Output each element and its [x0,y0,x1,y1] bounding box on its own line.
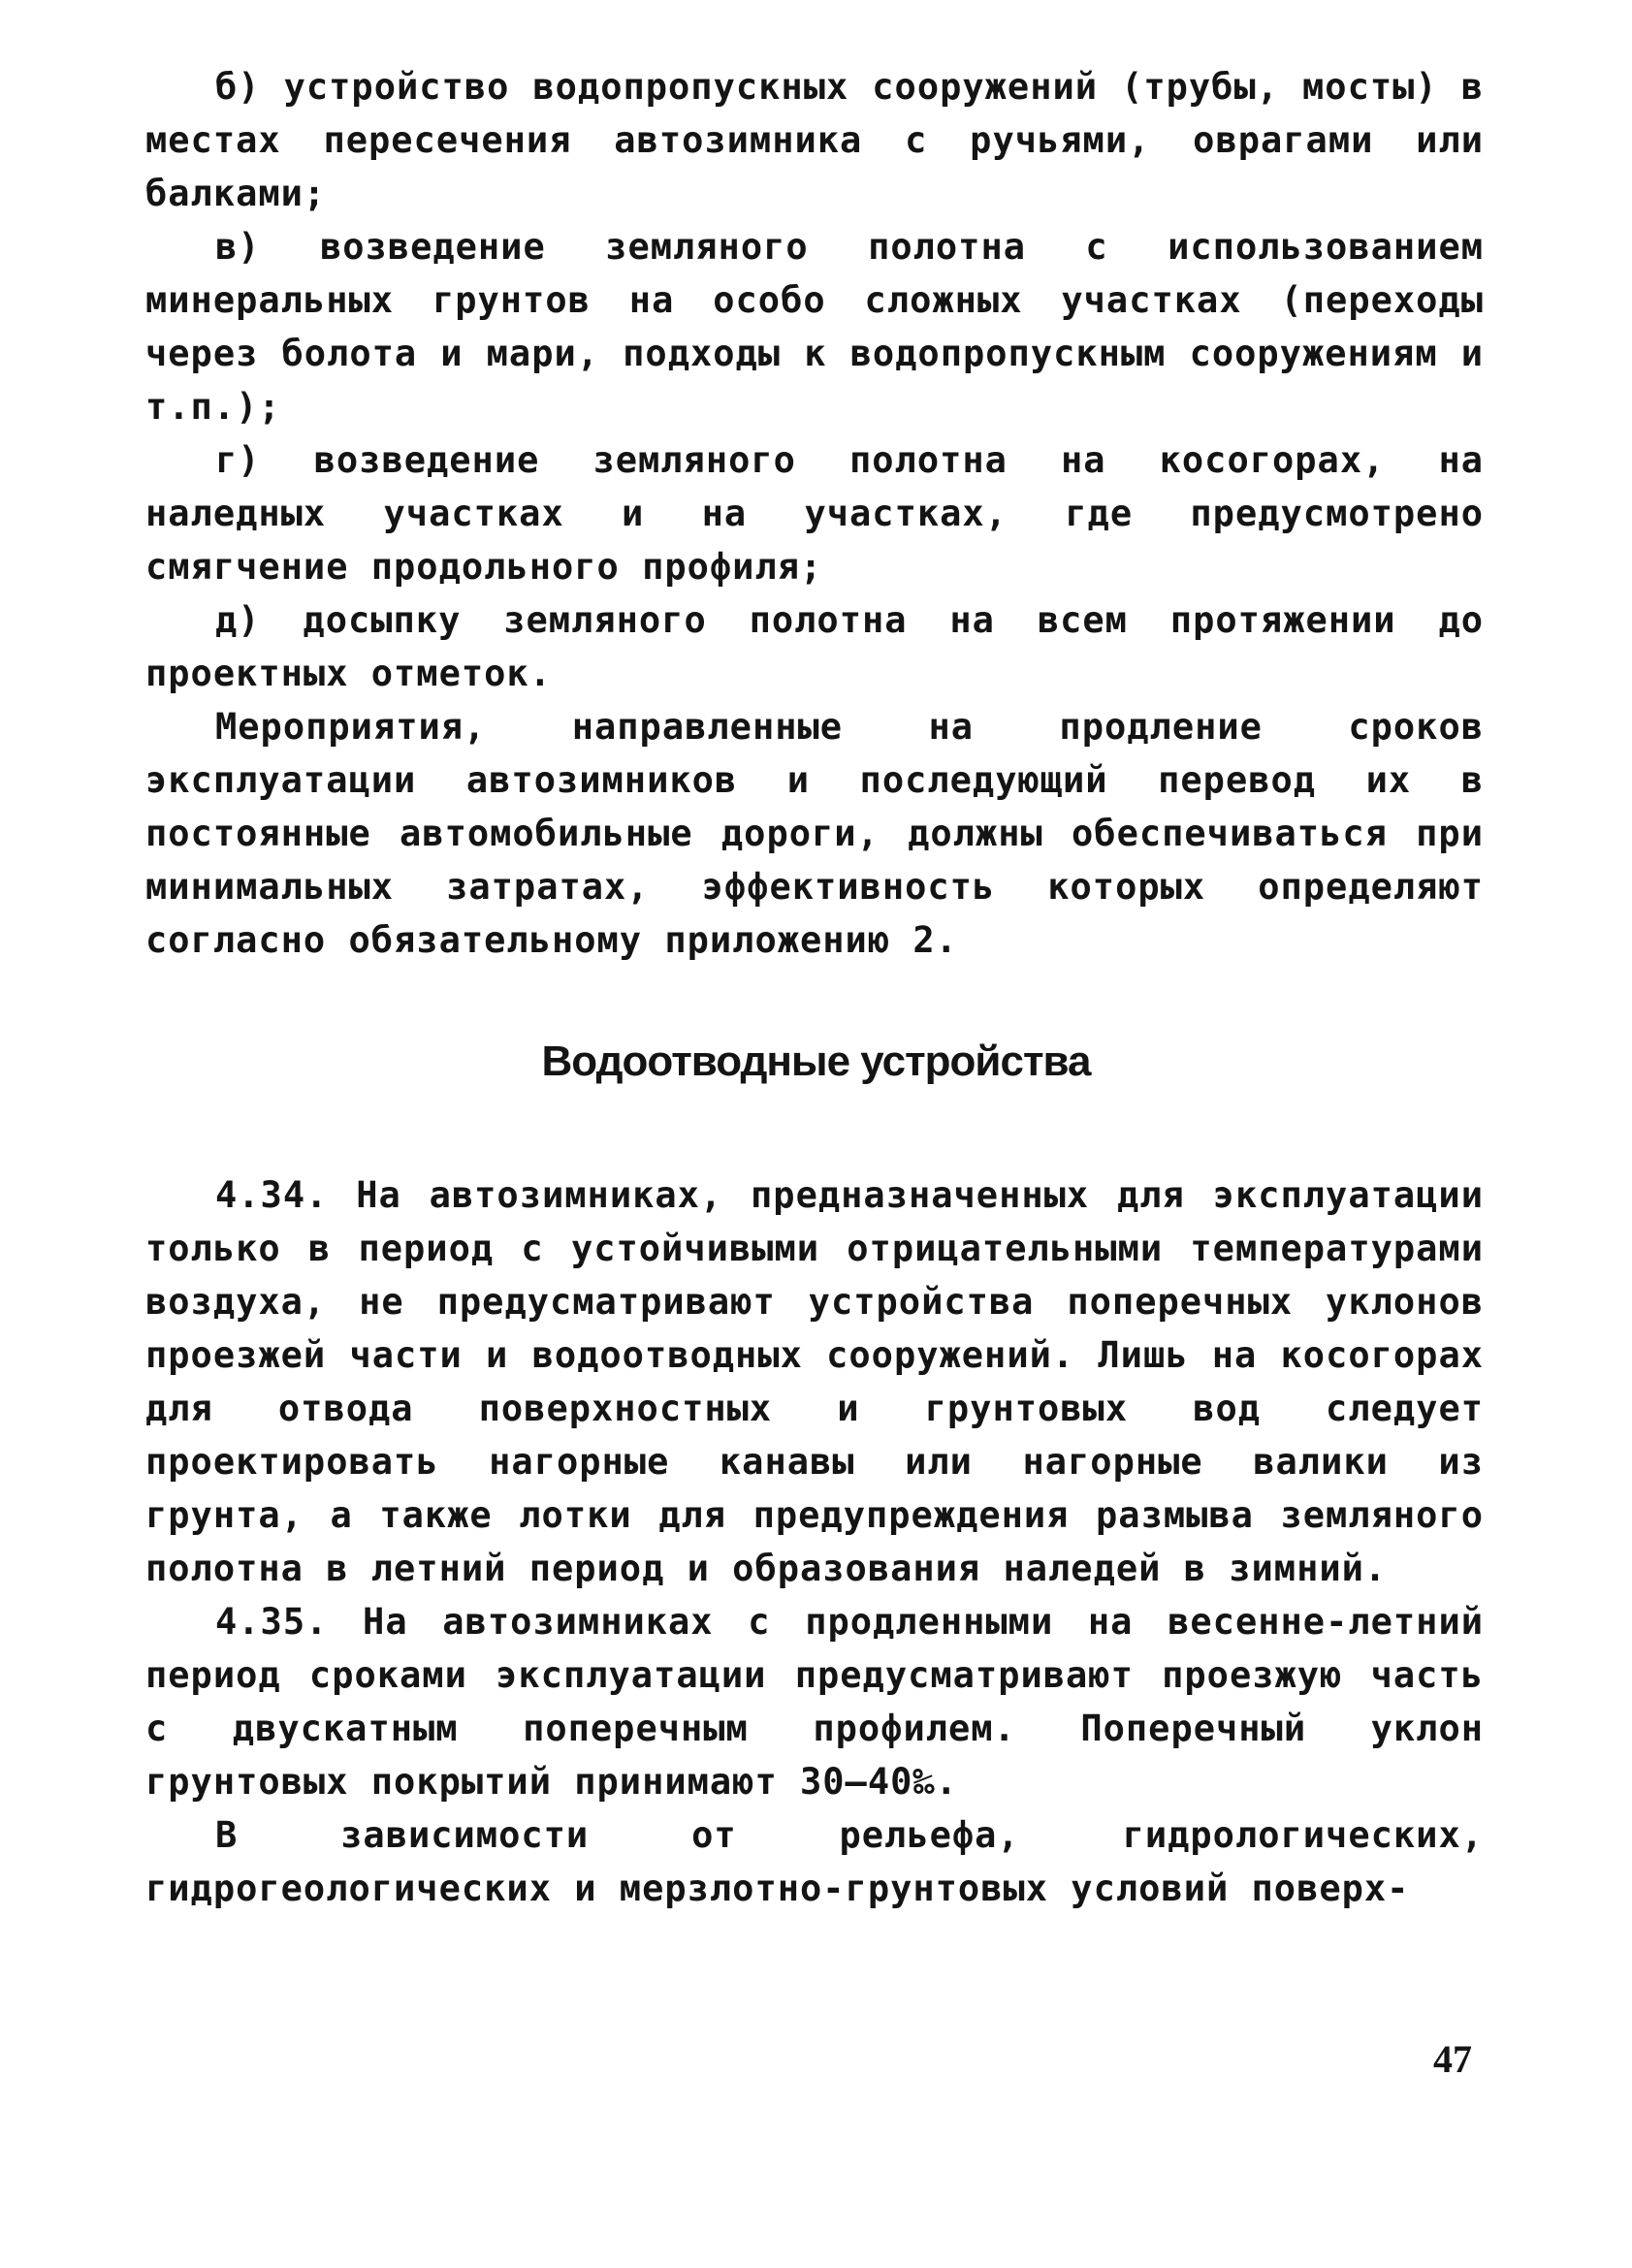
paragraph-measures: Мероприятия, направленные на продление сроков эксплуатации автозимников и последующий перевод их в постоянные автомобильные дороги, должны обеспечиваться при минимальных затратах, эффективность которых определяют согласно обязательному приложению 2. [145,706,1484,961]
paragraph-item-v: в) возведение земляного полотна с использованием минеральных грунтов на особо сложных участках (переходы через болота и мари, подходы к водопропускным сооружениям и т.п.); [145,226,1484,428]
paragraph-item-b: б) устройство водопропускных сооружений (трубы, мосты) в местах пересечения автозимника с ручьями, оврагами или балками; [145,66,1484,214]
paragraph-4-34: 4.34. На автозимниках, предназначенных для эксплуатации только в период с устойчивыми отрицательными температурами воздуха, не предусматривают устройства поперечных уклонов проезжей части и водоотводных сооружений. Лишь на косогорах для отвода поверхностных и грунтовых вод следует проектировать нагорные канавы или нагорные валики из грунта, а также лотки для предупреждения размыва земляного полотна в летний период и образования наледей в зимний. [145,1174,1484,1589]
paragraph-dependence: В зависимости от рельефа, гидрологических, гидрогеологических и мерзлотно-грунтовых условий поверх- [145,1814,1484,1909]
text-block-top [145,60,1484,967]
page-number: 47 [1433,2037,1472,2081]
paragraph-item-g: г) возведение земляного полотна на косогорах, на наледных участках и на участках, где предусмотрено смягчение продольного профиля; [145,439,1484,588]
paragraph-item-d: д) досыпку земляного полотна на всем протяжении до проектных отметок. [145,599,1484,694]
paragraph-4-35: 4.35. На автозимниках с продленными на весенне-летний период сроками эксплуатации предусматривают проезжую часть с двускатным поперечным профилем. Поперечный уклон грунтовых покрытий принимают 30–40‰. [145,1601,1484,1803]
text-block-section [145,1168,1484,1915]
section-heading: Водоотводные устройства [541,1038,1091,1085]
